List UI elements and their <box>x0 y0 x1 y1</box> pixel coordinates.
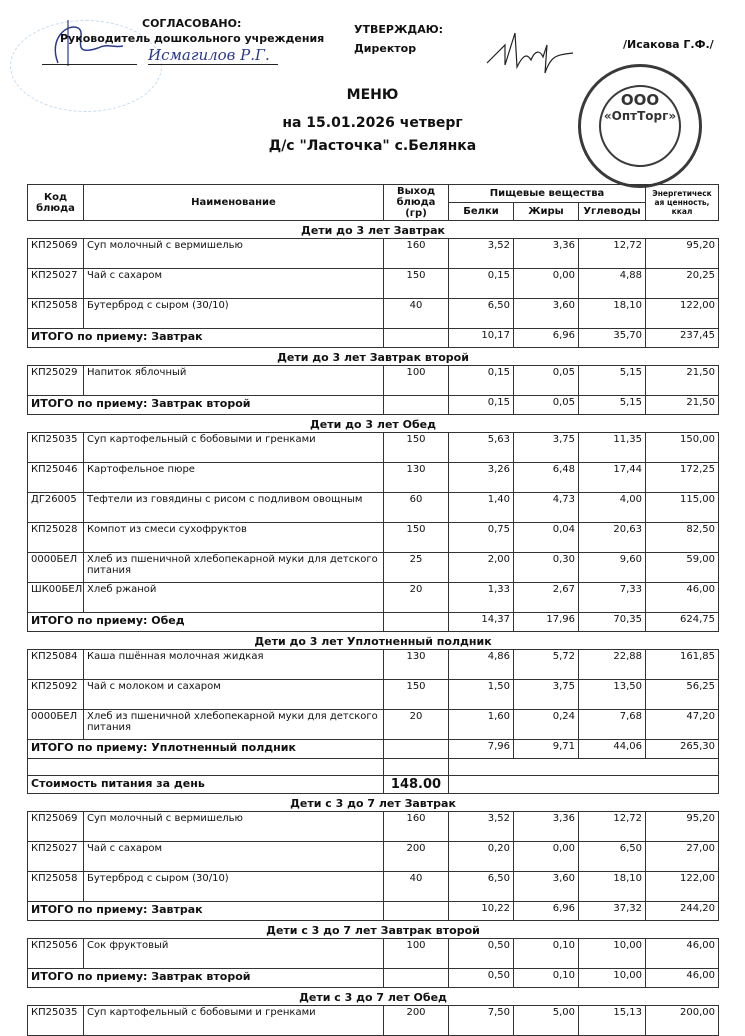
dish-protein: 4,86 <box>449 650 514 680</box>
blank-row <box>28 759 719 776</box>
total-label: ИТОГО по приему: Уплотненный полдник <box>28 740 384 759</box>
total-label: ИТОГО по приему: Завтрак второй <box>28 969 384 988</box>
dish-energy: 46,00 <box>646 939 719 969</box>
dish-name: Чай с сахаром <box>84 269 384 299</box>
section-header <box>28 632 719 650</box>
section-header <box>28 794 719 812</box>
dish-name: Хлеб из пшеничной хлебопекарной муки для детского питания <box>84 710 384 740</box>
dish-name: Бутерброд с сыром (30/10) <box>84 299 384 329</box>
total-protein: 10,17 <box>449 329 514 348</box>
dish-carbs: 10,00 <box>579 939 646 969</box>
dish-energy: 82,50 <box>646 523 719 553</box>
total-row <box>28 902 719 921</box>
section-title: Дети с 3 до 7 лет Обед <box>299 991 447 1004</box>
dish-protein: 3,52 <box>449 239 514 269</box>
dish-fat: 0,04 <box>514 523 579 553</box>
dish-carbs: 4,88 <box>579 269 646 299</box>
dish-energy: 59,00 <box>646 553 719 583</box>
dish-code: КП25058 <box>28 872 84 902</box>
total-yield-empty <box>384 969 449 988</box>
dish-protein: 5,63 <box>449 433 514 463</box>
dish-energy: 95,20 <box>646 239 719 269</box>
dish-energy: 115,00 <box>646 493 719 523</box>
dish-fat: 5,72 <box>514 650 579 680</box>
dish-fat: 3,75 <box>514 433 579 463</box>
dish-name: Компот из смеси сухофруктов <box>84 523 384 553</box>
dish-name: Сок фруктовый <box>84 939 384 969</box>
section-header <box>28 348 719 366</box>
doc-institution: Д/с "Ласточка" с.Белянка <box>268 138 477 154</box>
total-row <box>28 396 719 415</box>
blank-cell <box>28 759 384 776</box>
dish-carbs: 17,44 <box>579 463 646 493</box>
dish-carbs: 12,72 <box>579 812 646 842</box>
total-label: ИТОГО по приему: Завтрак <box>28 329 384 348</box>
table-row <box>28 269 719 299</box>
col-name: Наименование <box>84 185 384 221</box>
dish-code: КП25028 <box>28 523 84 553</box>
dish-code: КП25069 <box>28 812 84 842</box>
dish-yield: 160 <box>384 239 449 269</box>
dish-yield: 150 <box>384 523 449 553</box>
total-row <box>28 740 719 759</box>
dish-fat: 3,60 <box>514 299 579 329</box>
dish-yield: 200 <box>384 1006 449 1036</box>
dish-name: Напиток яблочный <box>84 366 384 396</box>
daily-cost-row <box>28 776 719 794</box>
col-code: Код блюда <box>28 185 84 221</box>
total-yield-empty <box>384 329 449 348</box>
dish-fat: 0,10 <box>514 939 579 969</box>
total-yield-empty <box>384 396 449 415</box>
dish-carbs: 22,88 <box>579 650 646 680</box>
blank-cell <box>384 759 449 776</box>
dish-protein: 1,50 <box>449 680 514 710</box>
blank-cell <box>449 759 719 776</box>
section-title: Дети до 3 лет Уплотненный полдник <box>254 635 492 648</box>
section-header <box>28 415 719 433</box>
table-row <box>28 523 719 553</box>
menu-table <box>27 184 719 1036</box>
total-label: ИТОГО по приему: Завтрак второй <box>28 396 384 415</box>
dish-name: Каша пшённая молочная жидкая <box>84 650 384 680</box>
section-title: Дети до 3 лет Обед <box>309 418 437 431</box>
dish-carbs: 9,60 <box>579 553 646 583</box>
table-row <box>28 583 719 613</box>
total-energy: 265,30 <box>646 740 719 759</box>
dish-yield: 150 <box>384 269 449 299</box>
dish-yield: 130 <box>384 650 449 680</box>
dish-code: 0000БЕЛ <box>28 710 84 740</box>
dish-name: Суп молочный с вермишелью <box>84 812 384 842</box>
dish-yield: 25 <box>384 553 449 583</box>
table-row <box>28 433 719 463</box>
total-label: ИТОГО по приему: Завтрак <box>28 902 384 921</box>
total-fat: 17,96 <box>514 613 579 632</box>
total-carbs: 44,06 <box>579 740 646 759</box>
dish-fat: 3,75 <box>514 680 579 710</box>
dish-yield: 150 <box>384 433 449 463</box>
total-label: ИТОГО по приему: Обед <box>28 613 384 632</box>
dish-name: Чай с сахаром <box>84 842 384 872</box>
table-row <box>28 842 719 872</box>
dish-name: Суп молочный с вермишелью <box>84 239 384 269</box>
table-row <box>28 239 719 269</box>
total-fat: 6,96 <box>514 329 579 348</box>
table-row <box>28 812 719 842</box>
col-fat: Жиры <box>514 203 579 221</box>
total-row <box>28 613 719 632</box>
doc-date: на 15.01.2026 четверг <box>282 115 463 131</box>
confirm-name: /Исакова Г.Ф./ <box>623 38 714 51</box>
dish-carbs: 18,10 <box>579 872 646 902</box>
dish-yield: 160 <box>384 812 449 842</box>
dish-energy: 56,25 <box>646 680 719 710</box>
dish-code: ДГ26005 <box>28 493 84 523</box>
daily-cost-value: 148.00 <box>384 776 449 794</box>
dish-yield: 60 <box>384 493 449 523</box>
dish-carbs: 11,35 <box>579 433 646 463</box>
total-carbs: 70,35 <box>579 613 646 632</box>
dish-yield: 200 <box>384 842 449 872</box>
dish-energy: 20,25 <box>646 269 719 299</box>
total-protein: 10,22 <box>449 902 514 921</box>
col-protein: Белки <box>449 203 514 221</box>
table-row <box>28 939 719 969</box>
total-energy: 237,45 <box>646 329 719 348</box>
dish-protein: 0,15 <box>449 269 514 299</box>
dish-energy: 27,00 <box>646 842 719 872</box>
dish-protein: 6,50 <box>449 299 514 329</box>
total-yield-empty <box>384 902 449 921</box>
dish-protein: 0,75 <box>449 523 514 553</box>
menu-body <box>28 221 719 1036</box>
dish-fat: 6,48 <box>514 463 579 493</box>
doc-title: МЕНЮ <box>346 87 399 103</box>
signature-right-icon <box>485 25 575 80</box>
dish-code: КП25027 <box>28 842 84 872</box>
dish-protein: 0,50 <box>449 939 514 969</box>
dish-carbs: 20,63 <box>579 523 646 553</box>
dish-fat: 0,00 <box>514 842 579 872</box>
dish-name: Суп картофельный с бобовыми и гренками <box>84 1006 384 1036</box>
total-carbs: 37,32 <box>579 902 646 921</box>
dish-fat: 0,00 <box>514 269 579 299</box>
dish-carbs: 13,50 <box>579 680 646 710</box>
dish-energy: 46,00 <box>646 583 719 613</box>
total-carbs: 5,15 <box>579 396 646 415</box>
dish-fat: 3,60 <box>514 872 579 902</box>
dish-code: КП25029 <box>28 366 84 396</box>
total-row <box>28 329 719 348</box>
dish-code: 0000БЕЛ <box>28 553 84 583</box>
dish-fat: 5,00 <box>514 1006 579 1036</box>
dish-protein: 7,50 <box>449 1006 514 1036</box>
dish-protein: 3,26 <box>449 463 514 493</box>
total-row <box>28 969 719 988</box>
dish-fat: 3,36 <box>514 812 579 842</box>
dish-energy: 21,50 <box>646 366 719 396</box>
dish-carbs: 6,50 <box>579 842 646 872</box>
table-row <box>28 366 719 396</box>
dish-code: КП25092 <box>28 680 84 710</box>
dish-fat: 3,36 <box>514 239 579 269</box>
dish-code: КП25027 <box>28 269 84 299</box>
approved-signature-name: Исмагилов Р.Г. <box>148 46 278 65</box>
dish-fat: 0,24 <box>514 710 579 740</box>
dish-energy: 200,00 <box>646 1006 719 1036</box>
dish-carbs: 4,00 <box>579 493 646 523</box>
dish-code: ШК00БЕЛ <box>28 583 84 613</box>
stamp-line1: ООО <box>620 91 660 109</box>
dish-name: Хлеб ржаной <box>84 583 384 613</box>
total-protein: 0,50 <box>449 969 514 988</box>
dish-yield: 150 <box>384 680 449 710</box>
dish-yield: 20 <box>384 710 449 740</box>
confirm-role: Директор <box>354 42 417 55</box>
dish-code: КП25058 <box>28 299 84 329</box>
section-header <box>28 221 719 239</box>
total-energy: 46,00 <box>646 969 719 988</box>
table-row <box>28 299 719 329</box>
dish-energy: 161,85 <box>646 650 719 680</box>
table-row <box>28 1006 719 1036</box>
dish-fat: 4,73 <box>514 493 579 523</box>
dish-carbs: 18,10 <box>579 299 646 329</box>
dish-code: КП25035 <box>28 1006 84 1036</box>
total-carbs: 35,70 <box>579 329 646 348</box>
dish-code: КП25084 <box>28 650 84 680</box>
dish-name: Хлеб из пшеничной хлебопекарной муки для детского питания <box>84 553 384 583</box>
dish-protein: 2,00 <box>449 553 514 583</box>
total-fat: 0,10 <box>514 969 579 988</box>
dish-energy: 150,00 <box>646 433 719 463</box>
table-row <box>28 680 719 710</box>
table-row <box>28 710 719 740</box>
total-fat: 9,71 <box>514 740 579 759</box>
total-energy: 244,20 <box>646 902 719 921</box>
table-row <box>28 463 719 493</box>
dish-name: Картофельное пюре <box>84 463 384 493</box>
total-energy: 21,50 <box>646 396 719 415</box>
dish-name: Тефтели из говядины с рисом с подливом овощным <box>84 493 384 523</box>
dish-protein: 1,40 <box>449 493 514 523</box>
signature-line-left <box>42 64 137 65</box>
dish-carbs: 7,68 <box>579 710 646 740</box>
dish-code: КП25046 <box>28 463 84 493</box>
dish-yield: 130 <box>384 463 449 493</box>
table-row <box>28 872 719 902</box>
dish-code: КП25056 <box>28 939 84 969</box>
dish-yield: 100 <box>384 939 449 969</box>
dish-code: КП25069 <box>28 239 84 269</box>
dish-carbs: 15,13 <box>579 1006 646 1036</box>
dish-energy: 122,00 <box>646 872 719 902</box>
dish-yield: 40 <box>384 872 449 902</box>
total-fat: 6,96 <box>514 902 579 921</box>
dish-protein: 0,20 <box>449 842 514 872</box>
dish-fat: 2,67 <box>514 583 579 613</box>
dish-yield: 100 <box>384 366 449 396</box>
total-protein: 7,96 <box>449 740 514 759</box>
col-yield: Выход блюда (гр) <box>384 185 449 221</box>
dish-yield: 40 <box>384 299 449 329</box>
col-nutrients: Пищевые вещества <box>449 185 646 203</box>
section-title: Дети с 3 до 7 лет Завтрак второй <box>266 924 480 937</box>
section-title: Дети до 3 лет Завтрак <box>301 224 445 237</box>
total-protein: 14,37 <box>449 613 514 632</box>
dish-fat: 0,30 <box>514 553 579 583</box>
total-fat: 0,05 <box>514 396 579 415</box>
dish-name: Чай с молоком и сахаром <box>84 680 384 710</box>
dish-energy: 95,20 <box>646 812 719 842</box>
dish-energy: 47,20 <box>646 710 719 740</box>
col-carbs: Углеводы <box>579 203 646 221</box>
section-title: Дети с 3 до 7 лет Завтрак <box>290 797 456 810</box>
dish-name: Суп картофельный с бобовыми и гренками <box>84 433 384 463</box>
dish-carbs: 7,33 <box>579 583 646 613</box>
approved-label: СОГЛАСОВАНО: <box>142 17 242 30</box>
confirm-label: УТВЕРЖДАЮ: <box>354 23 444 36</box>
total-carbs: 10,00 <box>579 969 646 988</box>
dish-protein: 6,50 <box>449 872 514 902</box>
dish-fat: 0,05 <box>514 366 579 396</box>
approved-role: Руководитель дошкольного учреждения <box>60 32 325 45</box>
stamp-line2: «ОптТорг» <box>603 109 677 123</box>
dish-yield: 20 <box>384 583 449 613</box>
dish-name: Бутерброд с сыром (30/10) <box>84 872 384 902</box>
section-title: Дети до 3 лет Завтрак второй <box>277 351 469 364</box>
daily-cost-label: Стоимость питания за день <box>28 776 384 794</box>
section-header <box>28 988 719 1006</box>
dish-protein: 1,60 <box>449 710 514 740</box>
dish-protein: 3,52 <box>449 812 514 842</box>
table-row <box>28 493 719 523</box>
table-row <box>28 650 719 680</box>
total-yield-empty <box>384 740 449 759</box>
dish-energy: 122,00 <box>646 299 719 329</box>
dish-protein: 0,15 <box>449 366 514 396</box>
total-yield-empty <box>384 613 449 632</box>
dish-carbs: 12,72 <box>579 239 646 269</box>
daily-cost-empty <box>449 776 719 794</box>
table-row <box>28 553 719 583</box>
total-protein: 0,15 <box>449 396 514 415</box>
dish-carbs: 5,15 <box>579 366 646 396</box>
col-energy: Энергетическ ая ценность, ккал <box>646 185 719 221</box>
dish-code: КП25035 <box>28 433 84 463</box>
section-header <box>28 921 719 939</box>
total-energy: 624,75 <box>646 613 719 632</box>
dish-energy: 172,25 <box>646 463 719 493</box>
dish-protein: 1,33 <box>449 583 514 613</box>
